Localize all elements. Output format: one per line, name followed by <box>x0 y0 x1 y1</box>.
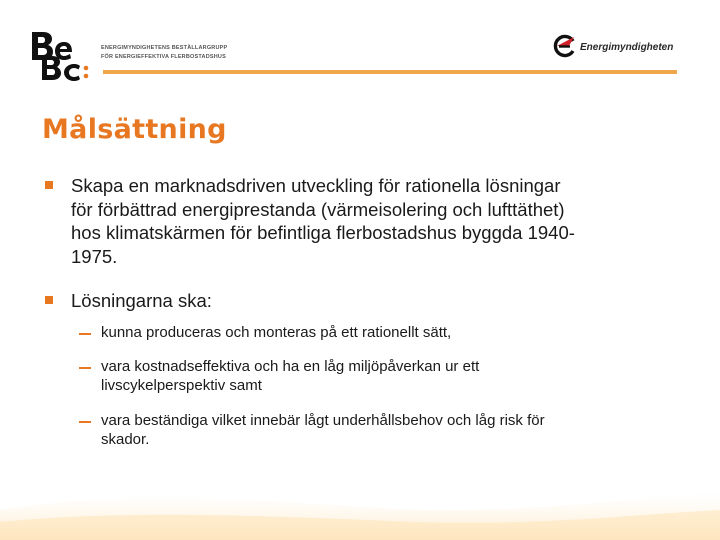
square-bullet-icon <box>45 296 53 304</box>
sub-bullet-line: kunna produceras och monteras på ett rationellt sätt, <box>101 324 452 341</box>
energimyndigheten-logo-icon <box>553 34 577 58</box>
bullet-text <box>71 174 691 268</box>
bebo-tagline-line-1: ENERGIMYNDIGHETENS BESTÄLLARGRUPP <box>101 45 228 51</box>
bullet-line: 1975. <box>71 245 118 267</box>
bullet-line: Lösningarna ska: <box>71 290 212 311</box>
sub-bullet-text <box>101 411 681 449</box>
sub-bullet-line: vara beständiga vilket innebär lågt underhållsbehov och låg risk för <box>101 412 545 429</box>
bullet-line: för förbättrad energiprestanda (värmeisolering och lufttäthet) <box>71 198 565 220</box>
dash-bullet-icon <box>79 367 91 369</box>
sub-bullet-line: livscykelperspektiv samt <box>101 377 262 394</box>
header-divider <box>103 70 677 74</box>
bebo-tagline-line-2: FÖR ENERGIEFFEKTIVA FLERBOSTADSHUS <box>101 54 226 60</box>
dash-bullet-icon <box>79 421 91 423</box>
bullet-line: hos klimatskärmen för befintliga flerbostadshus byggda 1940- <box>71 222 575 243</box>
bullet-text <box>71 289 691 313</box>
bebo-tagline <box>101 44 241 62</box>
slide-title: Målsättning <box>42 114 227 145</box>
sub-bullet-text <box>101 357 681 395</box>
decorative-wave <box>0 470 720 540</box>
bullet-line: Skapa en marknadsdriven utveckling för rationella lösningar <box>71 175 561 196</box>
bebo-logo <box>30 28 102 84</box>
sub-bullet-text <box>101 323 681 342</box>
dash-bullet-icon <box>79 333 91 335</box>
sub-bullet-line: vara kostnadseffektiva och ha en låg miljöpåverkan ur ett <box>101 358 480 375</box>
partner-name: Energimyndigheten <box>580 42 674 53</box>
square-bullet-icon <box>45 181 53 189</box>
sub-bullet-line: skador. <box>101 431 150 448</box>
